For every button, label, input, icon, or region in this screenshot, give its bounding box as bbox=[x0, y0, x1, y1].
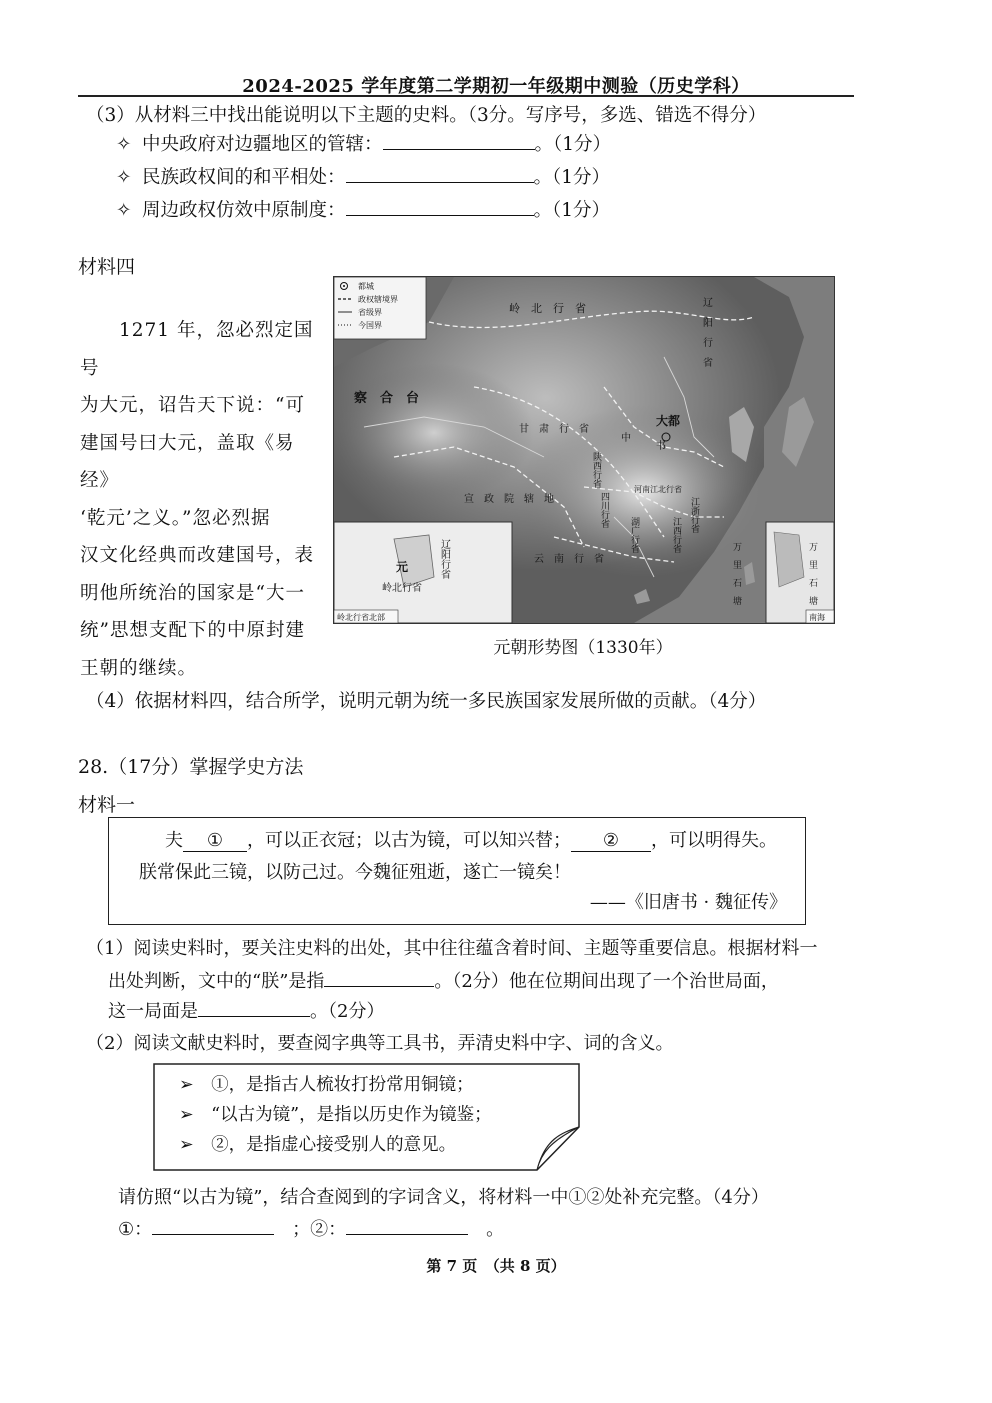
map-legend bbox=[334, 277, 426, 339]
emperor-answer-blank[interactable] bbox=[324, 969, 434, 987]
legend-capital: 都城 bbox=[358, 282, 374, 291]
note-item-3 bbox=[179, 1131, 456, 1156]
note-item-text: ②，是指虚心接受别人的意见。 bbox=[211, 1135, 457, 1155]
era-answer-blank[interactable] bbox=[198, 999, 310, 1017]
inset-label-liaoyang: 辽阳行省 bbox=[438, 539, 450, 579]
quote-fragment: 夫 bbox=[165, 830, 183, 851]
sub1-text: 。（2分）他在位期间出现了一个治世局面， bbox=[434, 971, 779, 992]
inset-label-wanli: 万 里 石 塘 bbox=[807, 542, 817, 605]
quote-fragment: ，可以明得失。 bbox=[651, 830, 777, 851]
arrow-bullet-icon: ➢ bbox=[179, 1105, 194, 1125]
material1-quote-box bbox=[108, 817, 806, 925]
label-wanli: 万 里 石 塘 bbox=[731, 542, 741, 605]
q28-sub1-line3 bbox=[108, 997, 384, 1023]
dictionary-note-box bbox=[153, 1063, 580, 1171]
q28-sub2-text: （2）阅读文献史料时，要查阅字典等工具书，弄清史料中字、词的含义。 bbox=[86, 1033, 674, 1054]
legend-regime-border: 政权辖境界 bbox=[358, 295, 398, 304]
answer-end: 。 bbox=[486, 1219, 505, 1240]
exam-header: 2024-2025 学年度第二学期初一年级期中测验（历史学科） bbox=[242, 76, 750, 97]
material4-line: 王朝的继续。 bbox=[80, 657, 198, 679]
label-henan: 河南江北行省 bbox=[634, 485, 682, 494]
q3-answer-blank-3[interactable] bbox=[346, 198, 534, 216]
label-chaghatai: 察 合 台 bbox=[354, 391, 420, 406]
map-graphic bbox=[334, 277, 834, 623]
arrow-bullet-icon: ➢ bbox=[179, 1075, 194, 1095]
label-zhongshu: 中 bbox=[618, 432, 630, 442]
q3-item-2-score: 。（1分） bbox=[533, 167, 611, 188]
note-item-text: ①，是指古人梳妆打扮常用铜镜； bbox=[211, 1075, 474, 1095]
legend-province-border: 省级界 bbox=[358, 308, 382, 317]
answer-label-2: ；②： bbox=[292, 1219, 347, 1240]
label-shaanxi: 陕西行省 bbox=[591, 452, 601, 488]
answer-label-1: ①： bbox=[118, 1219, 153, 1240]
inset-caption-south-sea: 南海 bbox=[809, 613, 825, 622]
yuan-dynasty-map bbox=[333, 276, 835, 624]
q3-item-1-score: 。（1分） bbox=[534, 134, 612, 155]
quote-source: ——《旧唐书 · 魏征传》 bbox=[589, 892, 787, 913]
page-number: 第 7 页 （共 8 页） bbox=[426, 1257, 566, 1275]
inset-label-yuan: 元 bbox=[396, 560, 409, 574]
material4-title: 材料四 bbox=[78, 256, 136, 278]
q3-item-2 bbox=[116, 163, 610, 189]
map-caption: 元朝形势图（1330年） bbox=[493, 638, 673, 658]
sub1-text: 。（2分） bbox=[310, 1001, 385, 1022]
label-huguang: 湖广行省 bbox=[629, 517, 639, 553]
material4-line: 汉文化经典而改建国号，表 bbox=[80, 545, 315, 566]
quote-blank-1[interactable]: ① bbox=[183, 830, 247, 852]
q28-sub1-line1: （1）阅读史料时，要关注史料的出处，其中往往蕴含着时间、主题等重要信息。根据材料一 bbox=[86, 938, 818, 959]
material4-line: 统”思想支配下的中原封建 bbox=[80, 620, 305, 641]
label-dadu: 大都 bbox=[656, 414, 681, 428]
q3-item-1-text: 中央政府对边疆地区的管辖： bbox=[142, 134, 383, 155]
map-inset-north bbox=[334, 522, 512, 623]
q3-item-2-text: 民族政权间的和平相处： bbox=[142, 167, 346, 188]
label-xuanzheng: 宣 政 院 辖 地 bbox=[464, 494, 554, 505]
sparkle-bullet-icon: ✧ bbox=[116, 167, 132, 188]
material4-line: ‘乾元’之义。”忽必烈据 bbox=[80, 507, 271, 529]
material4-line: 建国号曰大元，盖取《易经》 bbox=[80, 432, 295, 491]
material4-line: 明他所统治的国家是“大一 bbox=[80, 582, 305, 604]
quote-line-1 bbox=[165, 826, 777, 852]
q28-sub2-instruction: 请仿照“以古为镜”，结合查阅到的字词含义，将材料一中①②处补充完整。（4分） bbox=[118, 1187, 769, 1208]
header-rule bbox=[78, 95, 854, 97]
q28-title: 28.（17分）掌握学史方法 bbox=[78, 756, 304, 778]
sub1-text: 这一局面是 bbox=[108, 1001, 198, 1022]
q3-item-3-text: 周边政权仿效中原制度： bbox=[142, 200, 346, 221]
q3-item-1 bbox=[116, 130, 611, 156]
note-item-1 bbox=[179, 1071, 474, 1096]
material4-line: 为大元，诏告天下说：“可 bbox=[80, 395, 305, 416]
q3-answer-blank-2[interactable] bbox=[346, 165, 534, 183]
answer-blank-1[interactable] bbox=[152, 1217, 274, 1235]
inset-caption-north: 岭北行省北部 bbox=[337, 613, 385, 622]
material4-line: 1271 年，忽必烈定国号 bbox=[80, 320, 314, 379]
legend-modern-border: 今国界 bbox=[358, 321, 382, 330]
q3-item-3 bbox=[116, 196, 610, 222]
label-jiangxi: 江西行省 bbox=[671, 517, 681, 553]
sparkle-bullet-icon: ✧ bbox=[116, 200, 132, 221]
sparkle-bullet-icon: ✧ bbox=[116, 134, 132, 155]
q4-text: （4）依据材料四，结合所学，说明元朝为统一多民族国家发展所做的贡献。（4分） bbox=[86, 691, 767, 712]
label-liaoyang: 辽 阳 行 省 bbox=[700, 297, 712, 367]
label-jiangzhe: 江浙行省 bbox=[689, 497, 699, 533]
arrow-bullet-icon: ➢ bbox=[179, 1135, 194, 1155]
note-item-text: “以古为镜”，是指以历史作为镜鉴； bbox=[211, 1105, 492, 1125]
answer-blank-2[interactable] bbox=[346, 1217, 468, 1235]
label-sichuan: 四川行省 bbox=[599, 492, 609, 528]
q3-stem: （3）从材料三中找出能说明以下主题的史料。（3分。写序号，多选、错选不得分） bbox=[86, 105, 767, 126]
quote-fragment: ，可以正衣冠；以古为镜，可以知兴替； bbox=[247, 830, 571, 851]
note-item-2 bbox=[179, 1101, 492, 1126]
map-inset-south-sea bbox=[766, 522, 834, 623]
inset-label-lingbei: 岭北行省 bbox=[382, 583, 422, 594]
label-yunnan: 云 南 行 省 bbox=[534, 554, 604, 565]
q3-answer-blank-1[interactable] bbox=[383, 132, 535, 150]
label-lingbei: 岭 北 行 省 bbox=[509, 302, 586, 315]
material1-title: 材料一 bbox=[78, 794, 136, 816]
q28-sub2-answer-row bbox=[118, 1215, 504, 1241]
label-shu: 书 bbox=[656, 441, 666, 452]
material4-text bbox=[80, 312, 316, 687]
sub1-text: 出处判断，文中的“朕”是指 bbox=[108, 971, 325, 992]
quote-line-2: 朕常保此三镜，以防己过。今魏征殂逝，遂亡一镜矣！ bbox=[139, 862, 571, 883]
q28-sub1-line2 bbox=[108, 967, 779, 993]
label-gansu: 甘 肃 行 省 bbox=[519, 424, 589, 435]
q3-item-3-score: 。（1分） bbox=[533, 200, 611, 221]
quote-blank-2[interactable]: ② bbox=[571, 830, 651, 852]
